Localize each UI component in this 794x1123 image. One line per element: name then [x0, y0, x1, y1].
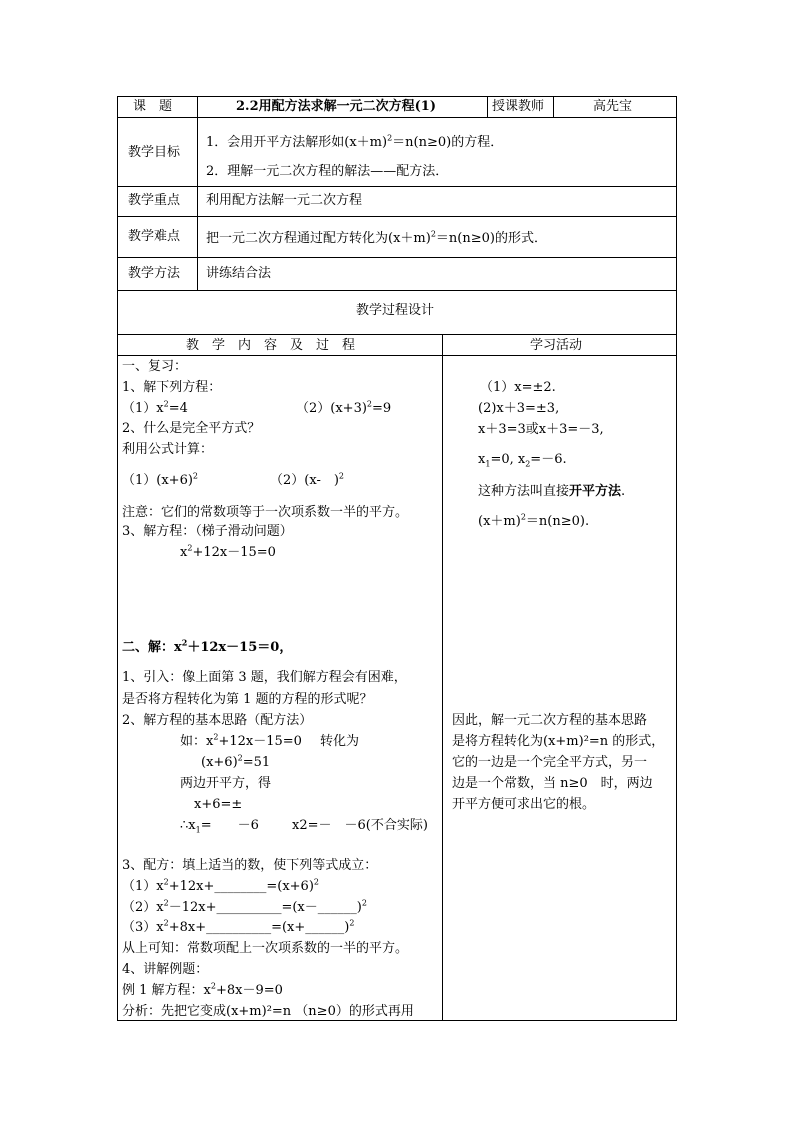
calc-b: （2）(x- )$^2$ — [270, 471, 345, 488]
review-heading: 一、复习： — [122, 359, 188, 374]
summary-4: 边是一个常数，当 n≥0 时，两边 — [452, 776, 653, 791]
intro-line-2: 是否将方程转化为第 1 题的方程的形式呢？ — [122, 692, 373, 707]
key-label: 教学重点 — [128, 193, 181, 208]
key-point: 利用配方法解一元二次方程 — [206, 193, 363, 208]
lesson-topic: 2.2用配方法求解一元二次方程(1) — [236, 99, 436, 114]
note: 注意：它们的常数项等于一次项系数一半的平方。 — [122, 505, 409, 520]
table-line — [117, 186, 677, 187]
table-line — [487, 96, 488, 117]
example-square: $(x+6)^2=51$ — [201, 753, 271, 770]
topic-label: 课 题 — [133, 99, 173, 114]
question-1b: $(2)(x+3)^2=9$ — [296, 399, 392, 416]
teacher-label: 授课教师 — [492, 99, 545, 114]
basic-idea: 2、解方程的基本思路（配方法） — [122, 713, 313, 728]
formula-calc: 利用公式计算： — [122, 442, 214, 457]
table-line — [117, 290, 677, 291]
question-1a: $(1)x^2=4$ — [122, 399, 188, 416]
method-label: 教学方法 — [128, 266, 181, 281]
answer-6: $(x+m)^2=n(n\ge 0)$. — [478, 512, 590, 529]
table-line — [117, 216, 677, 217]
summary-2: 是将方程转化为(x+m)²=n 的形式， — [452, 734, 665, 749]
difficulty-label: 教学难点 — [128, 229, 181, 244]
plus-minus: x+6=± — [194, 797, 243, 812]
question-3-eq: $x^2+12x-15=0$ — [180, 543, 276, 560]
question-1: 1、解下列方程： — [122, 380, 222, 395]
fill-1: $(1)x^2+12x+\_\_\_\_\_\_\_\_=(x+6)^2$ — [122, 877, 319, 894]
root-2: x2=－ －6(不合实际) — [292, 818, 428, 833]
table-line — [197, 96, 198, 290]
teacher-name: 高先宝 — [593, 99, 633, 114]
table-line — [676, 96, 677, 1021]
answer-5: 这种方法叫直接开平方法. — [478, 484, 626, 499]
intro-line-1: 1、引入：像上面第 3 题，我们解方程会有困难， — [122, 670, 407, 685]
goal-1: 1．会用开平方法解形如$(x+m)^2=n(n\ge 0)$的方程． — [206, 133, 504, 150]
table-line — [117, 96, 677, 97]
fill-3: $(3)x^2+8x+\_\_\_\_\_\_\_\_\_\_=(x+\_\_\_\_\_\_)^2$ — [122, 918, 355, 935]
calc-a: $(1)(x+6)^2$ — [122, 471, 199, 488]
summary-1: 因此，解一元二次方程的基本思路 — [452, 713, 648, 728]
fill-2: $(2)x^2-12x+\_\_\_\_\_\_\_\_\_\_=(x-\_\_\_\_\_\_)^2$ — [122, 898, 367, 915]
table-line — [117, 117, 677, 118]
goal-label: 教学目标 — [128, 145, 181, 160]
sqrt-both-sides: 两边开平方，得 — [180, 776, 272, 791]
example-eq: 如：$x^2+12x-15=0$ — [180, 732, 302, 749]
method: 讲练结合法 — [206, 266, 272, 281]
summary-3: 它的一边是一个完全平方式，另一 — [452, 755, 648, 770]
answer-3: x＋3=3或x＋3=－3, — [478, 422, 604, 437]
table-line — [117, 355, 677, 356]
conclusion: 从上可知：常数项配上一次项系数的一半的平方。 — [122, 941, 409, 956]
answer-2: (2)x＋3=±3, — [478, 401, 560, 416]
question-3: 3、解方程：（梯子滑动问题） — [122, 524, 293, 539]
root-1: $\therefore x_1=$ －6 — [180, 818, 259, 835]
content-header: 教 学 内 容 及 过 程 — [186, 338, 356, 353]
process-title: 教学过程设计 — [356, 303, 435, 318]
activity-header: 学习活动 — [530, 338, 583, 353]
part-2-heading: 二、解：$x^2+12x-15=0$， — [122, 637, 293, 655]
question-2: 2、什么是完全平方式？ — [122, 421, 261, 436]
table-line — [117, 257, 677, 258]
answer-1: （1）x=±2. — [480, 380, 556, 395]
table-line — [553, 96, 554, 117]
table-line — [117, 1020, 677, 1021]
convert-to: 转化为 — [320, 734, 360, 749]
example-1: 例 1 解方程：$x^2+8x-9=0$ — [122, 981, 283, 998]
summary-5: 开平方便可求出它的根。 — [452, 797, 596, 812]
examples-heading: 4、讲解例题： — [122, 962, 209, 977]
table-line — [117, 334, 677, 335]
difficulty: 把一元二次方程通过配方转化为$(x+m)^2=n(n\ge 0)$的形式． — [206, 229, 547, 246]
table-line — [117, 96, 118, 1021]
complete-square: 3、配方：填上适当的数，使下列等式成立： — [122, 858, 378, 873]
answer-4: $x_1=0$, $x_2=-6$. — [478, 452, 567, 469]
analysis: 分析：先把它变成(x+m)²=n （n≥0）的形式再用 — [122, 1004, 414, 1019]
table-line — [442, 334, 443, 1020]
goal-2: 2．理解一元二次方程的解法——配方法． — [206, 164, 449, 179]
